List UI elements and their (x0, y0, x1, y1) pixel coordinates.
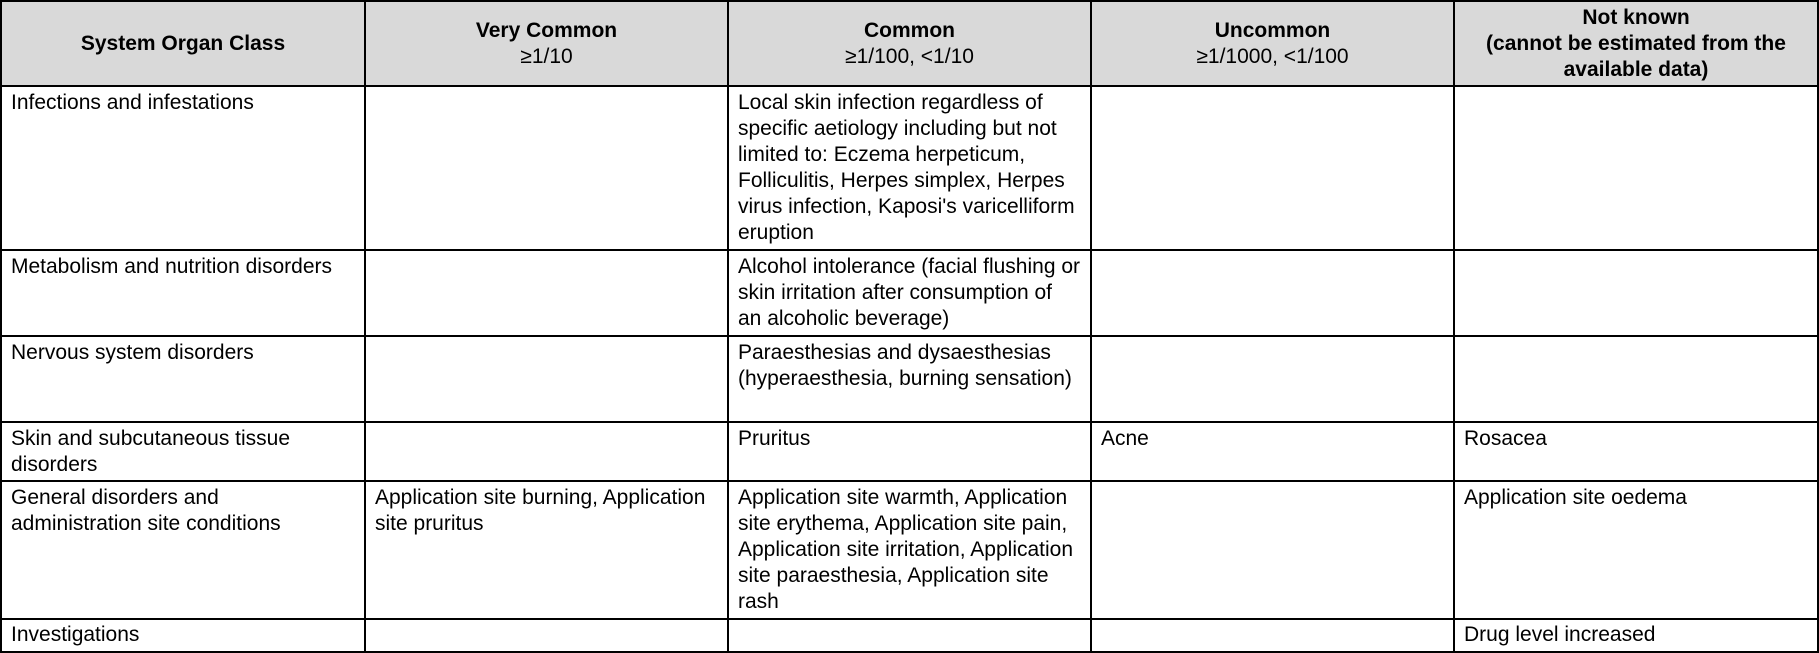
header-common (728, 1, 1091, 86)
header-frequency: ≥1/1000, <1/100 (1196, 44, 1349, 68)
header-row (1, 1, 1818, 86)
cell-common: Application site warmth, Application site erythema, Application site pain, Application site irritation, Application site paraesthesia, Application site rash (728, 481, 1091, 619)
header-label: Common (864, 18, 955, 42)
table-body (1, 86, 1818, 652)
cell-soc: General disorders and administration site conditions (1, 481, 365, 619)
table-row (1, 250, 1818, 336)
cell-not-known: Drug level increased (1454, 619, 1818, 652)
table-row (1, 422, 1818, 481)
cell-not-known (1454, 86, 1818, 250)
cell-common (728, 619, 1091, 652)
header-label: Very Common (475, 18, 618, 42)
cell-soc: Nervous system disorders (1, 336, 365, 422)
cell-soc: Skin and subcutaneous tissue disorders (1, 422, 365, 481)
cell-soc: Investigations (1, 619, 365, 652)
cell-very-common (365, 250, 728, 336)
cell-uncommon (1091, 619, 1454, 652)
cell-uncommon (1091, 336, 1454, 422)
cell-soc: Infections and infestations (1, 86, 365, 250)
cell-not-known: Application site oedema (1454, 481, 1818, 619)
cell-common: Alcohol intolerance (facial flushing or skin irritation after consumption of an alcoholic beverage) (728, 250, 1091, 336)
header-frequency: ≥1/100, <1/10 (845, 44, 974, 68)
header-note: (cannot be estimated from the available data) (1486, 31, 1786, 81)
cell-uncommon: Acne (1091, 422, 1454, 481)
header-very-common (365, 1, 728, 86)
cell-very-common (365, 86, 728, 250)
cell-soc: Metabolism and nutrition disorders (1, 250, 365, 336)
cell-uncommon (1091, 481, 1454, 619)
cell-uncommon (1091, 86, 1454, 250)
header-label: Not known (1582, 5, 1690, 29)
cell-uncommon (1091, 250, 1454, 336)
cell-common: Local skin infection regardless of specific aetiology including but not limited to: Eczema herpeticum, Folliculitis, Herpes simplex, Herpes virus infection, Kaposi's varicelliform eruption (728, 86, 1091, 250)
header-not-known (1454, 1, 1818, 86)
table-row (1, 336, 1818, 422)
table-header (1, 1, 1818, 86)
cell-not-known (1454, 336, 1818, 422)
cell-very-common: Application site burning, Application site pruritus (365, 481, 728, 619)
header-label: Uncommon (1214, 18, 1331, 42)
cell-common: Pruritus (728, 422, 1091, 481)
header-uncommon (1091, 1, 1454, 86)
header-system-organ-class (1, 1, 365, 86)
header-label: System Organ Class (80, 31, 286, 55)
cell-very-common (365, 336, 728, 422)
header-frequency: ≥1/10 (520, 44, 573, 68)
table-row (1, 481, 1818, 619)
cell-common: Paraesthesias and dysaesthesias (hyperaesthesia, burning sensation) (728, 336, 1091, 422)
cell-not-known (1454, 250, 1818, 336)
table-row (1, 86, 1818, 250)
cell-very-common (365, 619, 728, 652)
cell-not-known: Rosacea (1454, 422, 1818, 481)
cell-very-common (365, 422, 728, 481)
table-row (1, 619, 1818, 652)
